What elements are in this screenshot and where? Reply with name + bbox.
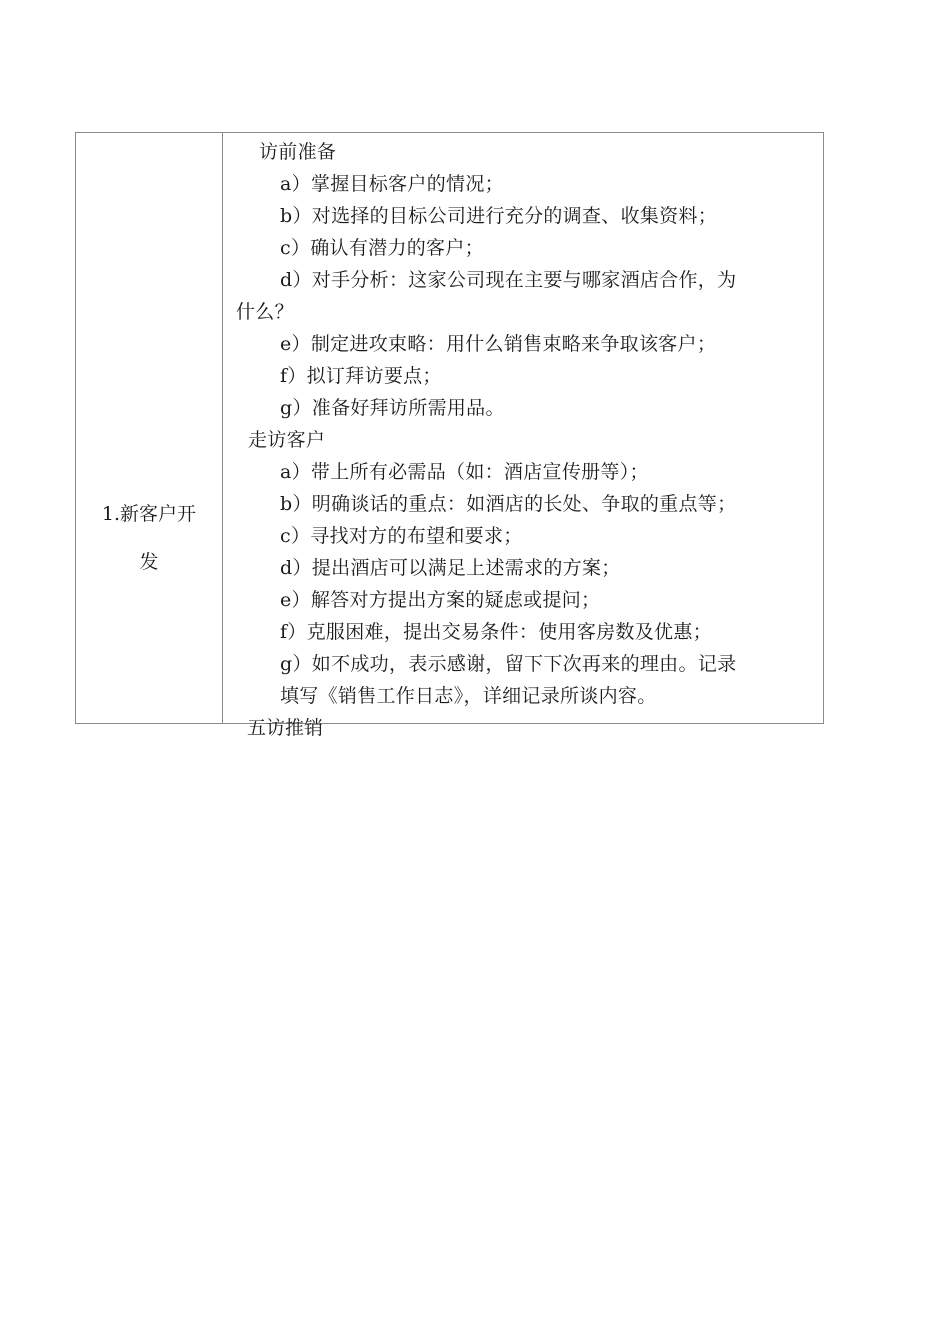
prep-item-f: f）拟订拜访要点； [280,365,442,387]
visit-item-d: d）提出酒店可以满足上述需求的方案； [280,557,621,579]
detail-cell [223,133,823,723]
prep-item-e: e）制定进攻束略：用什么销售束略来争取该客户； [280,333,717,355]
content-table [75,132,824,724]
visit-item-g: g）如不成功，表示感谢，留下下次再来的理由。记录 [280,653,737,675]
category-label-line1: 1.新客户开 [101,503,197,525]
prep-item-b: b）对选择的目标公司进行充分的调查、收集资料； [280,205,718,227]
next-section-heading: 五访推销 [247,717,324,739]
visit-item-c: c）寻找对方的布望和要求； [280,525,523,547]
category-label-line2: 发 [139,551,159,573]
visit-item-b: b）明确谈话的重点：如酒店的长处、争取的重点等； [280,493,737,515]
prep-item-d: d）对手分析：这家公司现在主要与哪家酒店合作，为 [280,269,737,291]
prep-item-a: a）掌握目标客户的情况； [280,173,504,195]
prep-item-c: c）确认有潜力的客户； [280,237,484,259]
visit-item-a: a）带上所有必需品（如：酒店宣传册等）； [280,461,649,483]
section-title-visit: 走访客户 [248,429,326,451]
prep-item-d-continued: 什么？ [236,301,294,323]
visit-item-g-continued: 填写《销售工作日志》，详细记录所谈内容。 [280,685,657,707]
prep-item-g: g）准备好拜访所需用品。 [280,397,505,419]
visit-item-f: f）克服困难，提出交易条件：使用客房数及优惠； [280,621,712,643]
visit-item-e: e）解答对方提出方案的疑虑或提问； [280,589,601,611]
category-cell [76,133,222,723]
section-title-prep: 访前准备 [259,141,337,163]
